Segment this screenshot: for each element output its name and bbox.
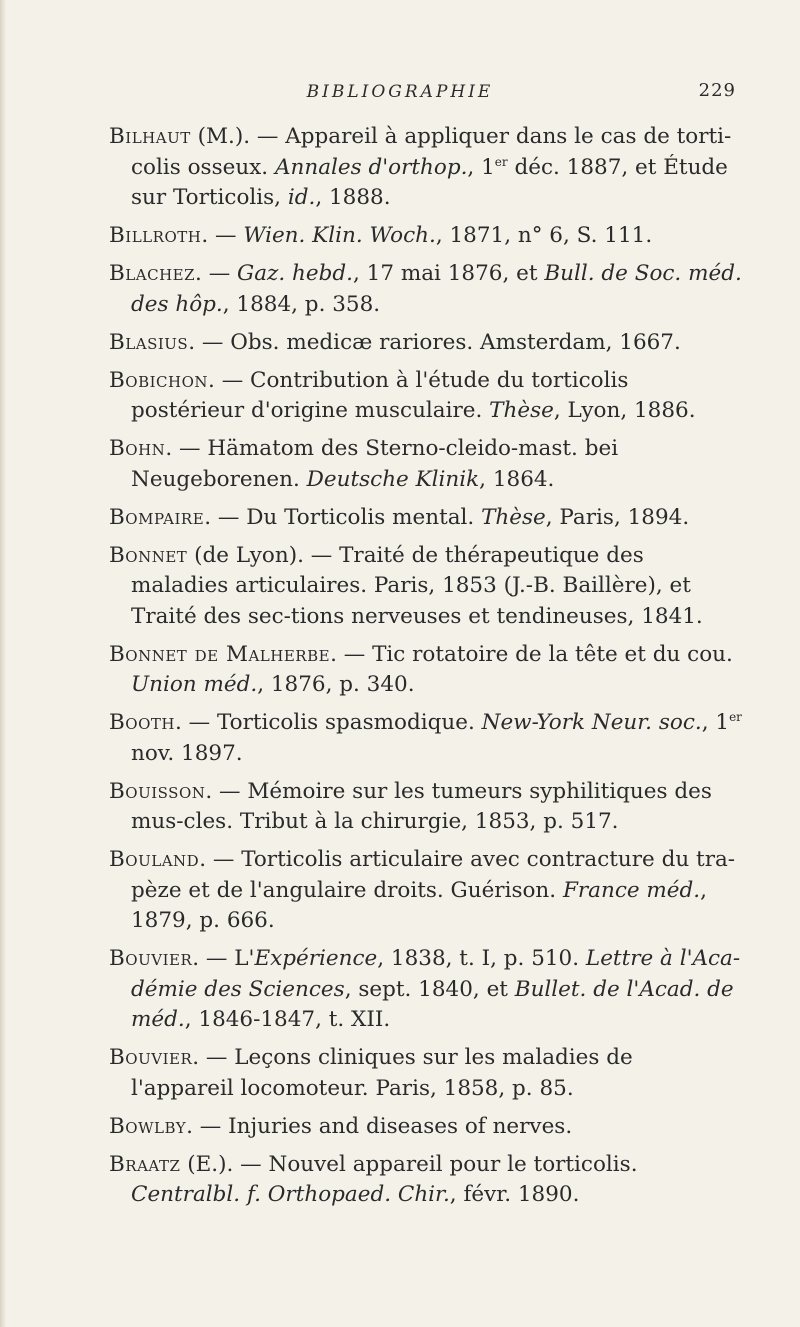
entry-text: . — L' xyxy=(192,946,255,971)
bibliography-entry xyxy=(109,434,742,495)
entry-author: Bouvier xyxy=(109,1045,193,1070)
entry-text: . — Torticolis spasmodique. xyxy=(174,710,482,735)
entry-extra-italic2: Bullet. de l'Acad. de méd. xyxy=(131,976,734,1032)
entry-author: Booth xyxy=(109,710,175,735)
entry-tail: , févr. 1890. xyxy=(449,1182,580,1207)
entry-tail: , 1876, p. 340. xyxy=(257,672,415,697)
entry-sup: er xyxy=(494,154,508,169)
entry-text: . — xyxy=(195,261,238,286)
entry-text: (de Lyon). — Traité de thérapeutique des maladies articulaires. Paris, 1853 (J.-B. Baillère), et Traité des sec-tions nerveuses et tendineuses, 1841. xyxy=(131,542,703,629)
entry-tail-pre: , 1 xyxy=(701,710,730,735)
bibliography-entry xyxy=(109,541,742,633)
entry-text: . — Obs. medicæ rariores. Amsterdam, 1667. xyxy=(188,329,681,355)
entry-author: Bohn xyxy=(109,436,166,461)
entry-tail-pre: , 1 xyxy=(467,154,495,180)
entry-extra-tail2: , 1846-1847, t. XII. xyxy=(184,1007,391,1032)
entry-author: Braatz xyxy=(109,1151,181,1177)
entry-text: . — Leçons cliniques sur les maladies de l'appareil locomoteur. Paris, 1858, p. 85. xyxy=(131,1045,633,1101)
entry-source: Centralbl. f. Orthopaed. Chir. xyxy=(131,1182,450,1207)
bibliography-entry xyxy=(109,221,742,252)
running-title: BIBLIOGRAPHIE xyxy=(306,82,494,102)
entry-text: . — Mémoire sur les tumeurs syphilitiques des mus-cles. Tribut à la chirurgie, 1853, p. 517. xyxy=(131,778,712,834)
bibliography-entry xyxy=(109,259,742,320)
entry-source: Annales d'orthop. xyxy=(274,154,468,180)
entry-source: Deutsche Klinik xyxy=(306,466,480,492)
bibliography-entry xyxy=(109,640,742,701)
entry-extra-tail: , 1884, p. 358. xyxy=(222,291,381,317)
bibliography-entry xyxy=(109,845,742,937)
entry-text: . — xyxy=(201,223,244,248)
entry-text: (E.). — Nouvel appareil pour le torticolis. xyxy=(180,1151,638,1177)
bibliography-entry xyxy=(109,366,742,427)
entry-text: . — Torticolis articulaire avec contracture du tra-pèze et de l'angulaire droits. Guérison. xyxy=(131,847,736,903)
entry-source: Gaz. hebd. xyxy=(237,261,353,286)
entry-author: Bouland xyxy=(109,847,200,872)
entry-extra-italic: id. xyxy=(287,185,316,210)
entry-text: . — Contribution à l'étude du torticolis postérieur d'origine musculaire. xyxy=(131,367,629,423)
entry-extra-italic: Bull. de Soc. méd. des hôp. xyxy=(131,261,742,317)
entry-extra-tail: , 1888. xyxy=(315,185,391,210)
bibliography-list xyxy=(109,122,742,1211)
page-binding-shadow xyxy=(0,0,6,1327)
entry-text: . — Injuries and diseases of nerves. xyxy=(186,1113,573,1139)
entry-author: Bonnet xyxy=(109,542,188,568)
entry-source: Union méd. xyxy=(131,672,258,697)
entry-text: . — Du Torticolis mental. xyxy=(204,504,482,530)
entry-author: Bompaire xyxy=(109,504,205,530)
entry-source: Wien. Klin. Woch. xyxy=(243,223,436,248)
entry-author: Bilhaut xyxy=(109,124,191,149)
entry-author: Bonnet de Malherbe xyxy=(109,641,331,667)
entry-source: Thèse xyxy=(481,504,546,530)
entry-extra-tail: , sept. 1840, et xyxy=(344,976,515,1002)
entry-source: Expérience xyxy=(254,946,378,971)
page-number: 229 xyxy=(698,80,736,101)
bibliography-entry xyxy=(109,1043,742,1104)
bibliography-entry xyxy=(109,944,742,1036)
bibliography-entry xyxy=(109,777,742,838)
entry-text: . — Hämatom des Sterno-cleido-mast. bei Neugeborenen. xyxy=(131,436,619,492)
entry-sup: er xyxy=(729,710,742,724)
bibliography-entry xyxy=(109,503,742,534)
entry-tail: nov. 1897. xyxy=(131,740,243,766)
entry-tail: , 1838, t. I, p. 510. xyxy=(377,946,586,971)
entry-author: Bouisson xyxy=(109,778,206,804)
entry-tail: , 17 mai 1876, et xyxy=(352,261,545,286)
entry-tail: , Paris, 1894. xyxy=(545,504,690,530)
bibliography-entry xyxy=(109,1150,742,1211)
entry-author: Blachez xyxy=(109,261,196,286)
entry-tail: , 1864. xyxy=(479,466,555,492)
bibliography-entry xyxy=(109,1112,742,1143)
entry-tail: déc. 1887, et Étude sur Torticolis, xyxy=(131,154,728,210)
bibliography-entry xyxy=(109,122,742,214)
entry-source: France méd. xyxy=(562,877,701,903)
entry-author: Billroth xyxy=(109,223,202,248)
entry-author: Bouvier xyxy=(109,946,193,971)
entry-author: Bobichon xyxy=(109,367,209,393)
entry-text: . — Tic rotatoire de la tête et du cou. xyxy=(330,641,733,667)
entry-tail: , 1871, n° 6, S. 111. xyxy=(435,223,653,248)
entry-text: (M.). — Appareil à appliquer dans le cas de torti-colis osseux. xyxy=(131,124,732,180)
bibliography-entry xyxy=(109,328,742,359)
entry-tail: , 1879, p. 666. xyxy=(131,877,707,933)
entry-extra-italic: Lettre à l'Aca-démie des Sciences xyxy=(131,946,741,1002)
entry-source: Thèse xyxy=(489,398,554,423)
bibliography-entry xyxy=(109,708,742,769)
entry-source: New-York Neur. soc. xyxy=(481,710,702,735)
entry-author: Blasius xyxy=(109,329,189,355)
entry-tail: , Lyon, 1886. xyxy=(553,398,696,423)
entry-author: Bowlby xyxy=(109,1113,187,1139)
